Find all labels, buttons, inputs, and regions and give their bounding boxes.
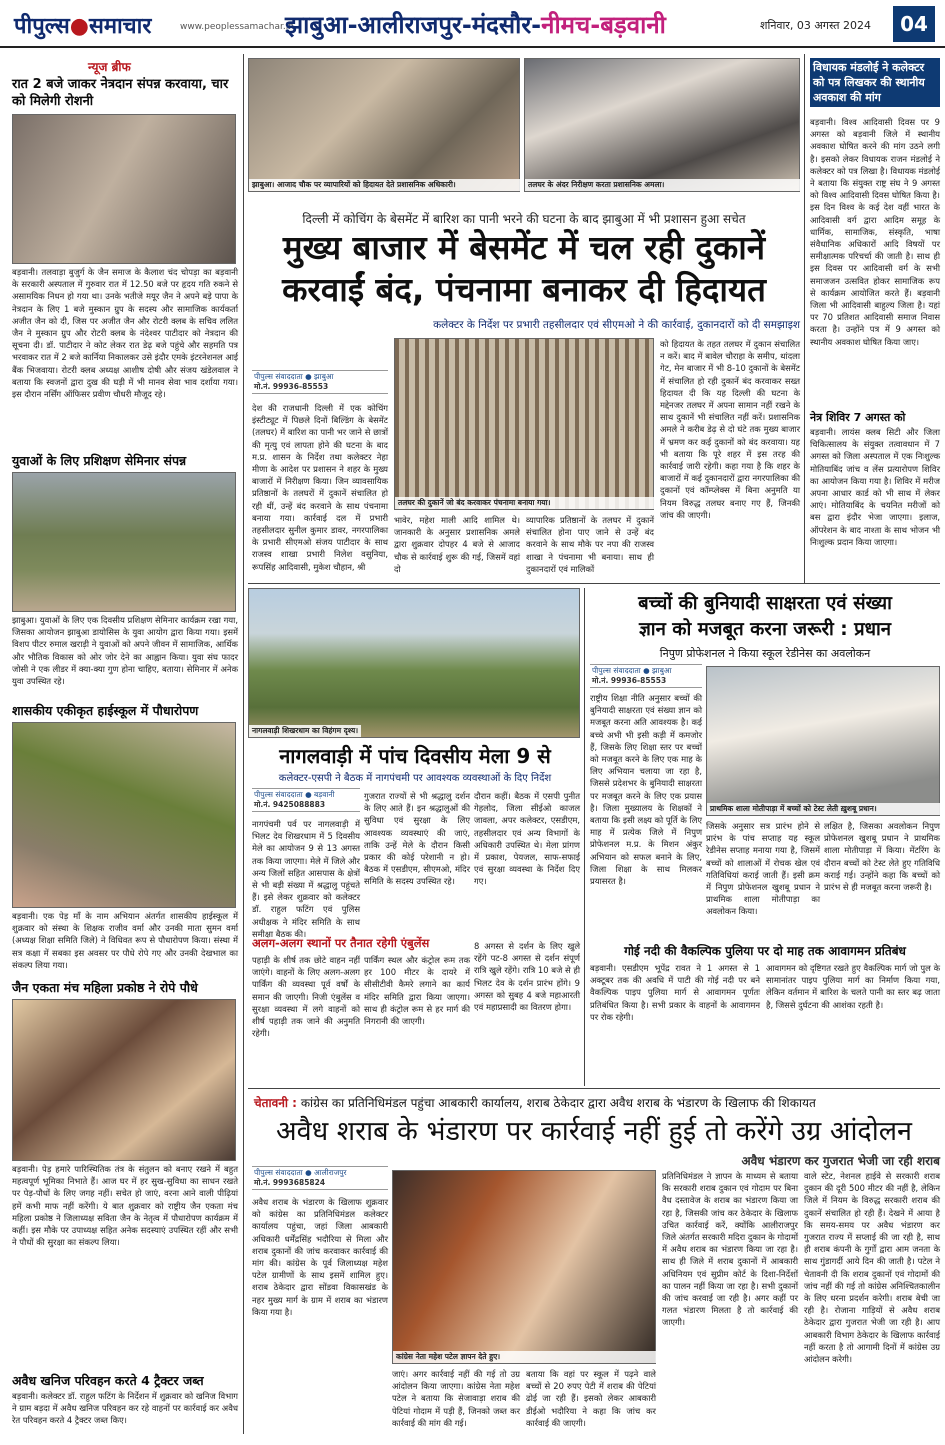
section-divider [248, 583, 940, 584]
mela-body-col2: गुजरात राज्यों से भी श्रद्धालु दर्शन के लिए आते हैं। इन श्रद्धालुओं की सुविधा एवं सुरक्षा के लिए आवश्यक व्यवस्थाएं की जाएं, ताकि उन्हें मेले के दौरान किसी प्रकार की कोई परेशानी न हो। बैठक में एसडीएम, सीएमओ, मंदिर समिति के सदस्य उपस्थित रहे। [364, 791, 470, 887]
eye-donation-photo [12, 114, 236, 264]
basement-byline: पीपुल्स संवाददाता ● झाबुआ मो.नं. 99936-85553 [252, 370, 388, 394]
ambulance-body-col3: 8 अगस्त से दर्शन के लिए खुले रहेंगे पट-8 अगस्त से दर्शन संपूर्ण रात्रि खुले रहेंगे। रात्रि 10 बजे से ही भिलट देव के दर्शन प्रारंभ होंगे। 9 अगस्त को सुबह 4 बजे महाआरती एवं महाप्रसादी का वितरण होगा। [474, 941, 580, 1013]
ambulance-body-col2: पार्किंग स्थल और कंट्रोल रूम तक हर 100 मीटर के दायरे में सीसीटीवी कैमरे लगाने का कार्य मंदिर समिति द्वारा किया जाएगा। साथ ही कंट्रोल रूम से हर मार्ग की निगरानी की जाएगी। [364, 955, 470, 1027]
eye-camp-headline: नेत्र शिविर 7 अगस्त को [810, 411, 906, 424]
literacy-body-col2: जिसके अनुसार सत्र प्रारंभ होने से प्रारंभ के पांच सप्ताह यह स्कूल रेडीनेस सप्ताह मनाया गया है, जिसमें बच्चों को शालाओं में रोचक खेल एवं गतिविधियां कराई जाती हैं। इसी क्रम में निपुण प्रोफेशनल खुशबू प्रधान ने प्राथमिक शाला मोतीपाड़ा का अवलोकन किया। [706, 821, 820, 917]
jain-plantation-photo [12, 999, 236, 1161]
story-tractor-seizure-headline: अवैध खनिज परिवहन करते 4 ट्रैक्टर जब्त [12, 1373, 204, 1388]
closed-basement-shop-photo: तलघर की दुकानें जो बंद करवाकर पंचनामा बनाया गया। [394, 338, 654, 510]
basement-headline-line2: करवाईं बंद, पंचनामा बनाकर दी हिदायत [282, 270, 766, 309]
story-tractor-seizure-body: बड़वानी। कलेक्टर डॉ. राहुल फटिंग के निर्देशन में शुक्रवार को खनिज विभाग ने ग्राम बड़दा में अवैध खनिज परिवहन कर रहे वाहनों पर कार्रवाई कर अवैध रेत परिवहन करते 4 ट्रैक्टर जब्त किए। [12, 1391, 238, 1426]
liquor-body-col5: वाले स्टेट, नेशनल हाईवे से सरकारी शराब दुकान की दूरी 500 मीटर की नहीं है, लेकिन जिले में नियम के विरुद्ध सरकारी शराब की दुकानें संचालित हो रही हैं। देखने में आया है कि समय-समय पर अवैध भंडारण कर गुजरात राज्य में सप्लाई की जा रही है, साथ ही शराब कंपनी के गुर्गों द्वारा आम जनता के साथ गुंडागर्दी आये दिन की जाती है। पटेल ने चेतावनी दी कि शराब दुकानों एवं गोदामों की जांच नहीं की गई तो कांग्रेस अनिश्चितकालीन के लिए धरना प्रदर्शन करेगी। शराब बेची जा रही है। रोजाना गाड़ियों से अवैध शराब ठेकेदार द्वारा गुजरात भेजी जा रही है। आप आबकारी विभाग ठेकेदार के खिलाफ कार्रवाई नहीं करता है तो आगामी दिनों में कांग्रेस उग्र आंदोलन करेगी। [804, 1171, 940, 1365]
nagalwadi-aerial-photo: नागलवाड़ी शिखरधाम का विहंगम दृश्य। [248, 588, 580, 738]
liquor-body-col3: बताया कि वहां पर स्कूल में पढ़ने वाले बच्चों से 20 रुपए पेटी में शराब की पेटियां ढोई जा रही हैं। इसको लेकर आबकारी डीईओ भदौरिया ने कहा कि जांच कर कार्रवाई की जाएगी। [526, 1369, 656, 1428]
story-eye-donation-headline: रात 2 बजे जाकर नेत्रदान संपन्न करवाया, चार को मिलेगी रोशनी [12, 77, 229, 109]
column-divider [584, 588, 585, 1086]
literacy-body-col3: लक्षित है, जिसका अवलोकन निपुण प्रोफेशनल खुशबू प्रधान ने प्राथमिक शाला मोतीपाड़ा में किया। मेंटरिंग के दौरान बच्चों को टेस्ट लेते हुए गतिविधि कराई गई। उन्होंने कहा कि बच्चों को प्रारंभ से ही मजबूत करना जरूरी है। [824, 821, 940, 893]
column-divider [804, 54, 805, 584]
page-number: 04 [893, 6, 935, 42]
logo-dot-icon: ● [69, 13, 89, 39]
page-header [0, 0, 945, 48]
literacy-headline-line1: बच्चों की बुनियादी साक्षरता एवं संख्या [638, 593, 892, 614]
page-region-title: झाबुआ-आलीराजपुर-मंदसौर-नीमच-बड़वानी [285, 11, 666, 39]
masthead-logo[interactable]: पीपुल्स●समाचार [14, 13, 152, 39]
goi-river-body-col1: बड़वानी। एसडीएम भूपेंद्र रावत ने 1 अगस्त से 1 अक्टूबर तक की अवधि में पाटी की गोई नदी पर बने वैकल्पिक पाइप पुलिया मार्ग से आवागमन पूर्णतः प्रतिबंधित किया है। सभी प्रकार के वाहनों के आवागमन पर रोक रहेगी। [590, 963, 760, 1022]
story-seminar-body: झाबुआ। युवाओं के लिए एक दिवसीय प्रशिक्षण सेमिनार कार्यक्रम रखा गया, जिसका आयोजन झाबुआ डायोसिस के युवा आयोग द्वारा किया गया। इसमें विशप पीटर रुमाल खराड़ी ने युवाओं को अपने जीवन में सामाजिक, आर्थिक और भौतिक विकास को ओर जोर देने का आह्वान किया। युवा संघ फादर जोसी ने एक लीडर में क्या-क्या गुण होना चाहिए, बताया। सेमिनार में अनेक युवा उपस्थित रहे। [12, 615, 238, 687]
basement-kicker: दिल्ली में कोचिंग के बेसमेंट में बारिश का पानी भरने की घटना के बाद झाबुआ में भी प्रशासन हुआ सचेत [302, 212, 746, 226]
school-plantation-photo [12, 722, 236, 908]
seminar-photo [12, 472, 236, 612]
basement-body-col3: व्यापारिक प्रतिष्ठानों के तलघर में दुकानें संचालित होना पाए जाने से उन्हें बंद करवाने के साथ मौके पर नपा की राजस्व शाखा ने पंचनामा भी बनाया। साथ ही दुकानदारों एवं मालिकों [526, 515, 654, 574]
literacy-subhead: निपुण प्रोफेशनल ने किया स्कूल रेडीनेस का अवलोकन [659, 647, 871, 660]
liquor-body-col2: जाएं। अगर कार्रवाई नहीं की गई तो उग्र आंदोलन किया जाएगा। कांग्रेस नेता महेश पटेल ने बताया कि सेजावाड़ा शराब की पेटियां गोदाम में पड़ी हैं, जिनको जब्त कर कार्रवाई की मांग की गई। [392, 1369, 520, 1428]
mela-body-col3: दौरान कहीं। बैठक में एसपी पुनीत गेहलोद, जिला सीईओ काजल जावला, अपर कलेक्टर, एसडीएम, तहसीलदार एवं अन्य विभागों के अधिकारी उपस्थित थे। मेला प्रांगण में प्रकाश, पेयजल, साफ-सफाई एवं सुरक्षा व्यवस्था के निर्देश दिए गए। [474, 791, 580, 887]
basement-body-col4: को हिदायत के तहत तलघर में दुकान संचालित न करें। बाद में बावेल चौराहा के समीप, थांदला गेट, मेन बाजार में भी 8-10 दुकानों के बेसमेंट में संचालित हो रही दुकानें बंद करवाकर सख्त हिदायत दी कि यह दिल्ली की घटना के मद्देनजर तलघर में अपना सामान नहीं रखने के साथ दुकानें भी संचालित नहीं करें। प्रशासनिक अमले ने करीब डेढ़ से दो घंटे तक मुख्य बाजार में भ्रमण कर कई दुकानों को बंद करवाया। यह भी बताया कि पूरे शहर में इस तरह की कार्रवाई जारी रहेगी। कहा गया है कि शहर के बाजारों में कई दुकानदारों द्वारा नगरपालिका की दुकानों एवं कॉम्प्लेक्स में बिना अनुमति या नियम विरुद्ध तलघर बनाए गए हैं, जिनकी जांच की जाएगी। [660, 339, 800, 520]
column-divider [243, 54, 244, 1434]
left-news-brief-column [8, 52, 240, 1435]
basement-inspection-photo: तलघर के अंदर निरीक्षण करता प्रशासनिक अमला। [524, 58, 800, 192]
literacy-body-col1: राष्ट्रीय शिक्षा नीति अनुसार बच्चों की बुनियादी साक्षरता एवं संख्या ज्ञान को मजबूत करना अति आवश्यक है। कई बच्चे अभी भी इसी कड़ी में कमजोर हैं, जिसके लिए शिक्षा स्तर पर बच्चों को मजबूत करने के लिए एक माह के लिए अभियान चलाया जा रहा है, जिससे प्रदेशभर के बुनियादी साक्षरता पर मजबूत करने के लिए एक प्रयास है। जिला मुख्यालय के शिक्षकों ने बताया कि इसी लक्ष्य को पूर्ति के लिए माह में प्रत्येक जिले में निपुण प्रोफेशनल म.प्र. के मिशन अंकुर अभियान को सफल बनाने के लिए, जिला शिक्षा के साथ मिलकर प्रयासरत है। [590, 693, 702, 887]
eye-camp-body: बड़वानी। लायंस क्लब सिटी और जिला चिकित्सालय के संयुक्त तत्वावधान में 7 अगस्त को जिला अस्पताल में एक निःशुल्क मोतियाबिंद जांच व लेंस प्रत्यारोपण शिविर का आयोजन किया गया है। शिविर में मरीज अपना आधार कार्ड को भी साथ में लेकर आएं। मोतियाबिंद के चयनित मरीजों को बस द्वारा इंदौर भेजा जाएगा। इलाज, ऑपरेशन के बाद नाश्ता के साथ भोजन भी निःशुल्क प्रदान किया जाएगा। [810, 427, 940, 547]
liquor-byline: पीपुल्स संवाददाता ● आलीराजपुर मो.नं. 9993685824 [252, 1166, 388, 1190]
basement-subhead: कलेक्टर के निर्देश पर प्रभारी तहसीलदार एवं सीएमओ ने की कार्रवाई, दुकानदारों को दी समझाइश [433, 319, 800, 331]
goi-river-headline: गोई नदी की वैकल्पिक पुलिया पर दो माह तक आवागमन प्रतिबंध [624, 944, 906, 958]
news-brief-label: न्यूज ब्रीफ [88, 60, 131, 74]
issue-date: शनिवार, 03 अगस्त 2024 [760, 19, 872, 32]
section-divider [248, 1088, 940, 1089]
story-plantation-school-body: बड़वानी। एक पेड़ माँ के नाम अभियान अंतर्गत शासकीय हाईस्कूल में शुक्रवार को संस्था के शिक्षक राजीव वर्मा और उनकी माता सुमन वर्मा (अध्यक्ष शिक्षा समिति जिले) ने विधिवत रूप से पौधारोपण किया। संस्था में सत्र कक्षा में सबका इस अवसर पर पौधे रोपे गए और उनकी देखभाल का संकल्प लिया गया। [12, 911, 238, 970]
liquor-kicker: चेतावनी : कांग्रेस का प्रतिनिधिमंडल पहुंचा आबकारी कार्यालय, शराब ठेकेदार द्वारा अवैध शराब के भंडारण के खिलाफ की शिकायत [254, 1096, 816, 1110]
azad-chowk-officials-photo: झाबुआ। आजाद चौक पर व्यापारियों को हिदायत देते प्रशासनिक अधिकारी। [248, 58, 520, 192]
ambulance-body-col1: पहाड़ी के शीर्ष तक छोटे वाहन नहीं जाएंगे। वाहनों के लिए अलग-अलग पार्किंग की व्यवस्था पूर्व वर्षों के समान की जाएगी। निजी एंबुलेंस व सुरक्षा व्यवस्था में लगे वाहनों को शीर्ष पहाड़ी तक जाने की अनुमति रहेगी। [252, 955, 360, 1039]
mela-body-col1: नागपंचमी पर्व पर नागलवाड़ी में भिलट देव शिखरधाम में 5 दिवसीय मेले का आयोजन 9 से 13 अगस्त तक किया जाएगा। मेले में जिले और अन्य जिलों सहित आसपास के क्षेत्रों से भी बड़ी संख्या में श्रद्धालु पहुंचते हैं। इसे लेकर शुक्रवार को कलेक्टर डॉ. राहुल फटिंग एवं पुलिस अधीक्षक ने मंदिर समिति के साथ समीक्षा बैठक की। [252, 819, 360, 939]
mla-leave-body: बड़वानी। विश्व आदिवासी दिवस पर 9 अगस्त को बड़वानी जिले में स्थानीय अवकाश घोषित करने की मांग उठने लगी है। इसको लेकर विधायक राजन मंडलोई ने कलेक्टर को पत्र लिखा है। विधायक मंडलोई ने बताया कि संयुक्त राष्ट्र संघ ने 9 अगस्त को विश्व आदिवासी दिवस घोषित किया है। इस दिन विश्व के कई देश वहीं भारत के आदिवासी वर्ग द्वारा आदिम समूह के धार्मिक, सामाजिक, संस्कृति, भाषा संवैधानिक अधिकारों आदि विषयों पर समीक्षात्मक परिचर्चा की जाती है। साथ ही इस दिवस पर आदिवासी वर्ग के सभी समाजजन उत्सवित होकर सामाजिक रूप से कार्यक्रम आयोजित करते हैं। बड़वानी जिला भी आदिवासी बाहुल्य जिला है। यहां पर 70 प्रतिशत आदिवासी समाज निवास करता है। उन्होंने पत्र में 9 अगस्त को स्थानीय अवकाश घोषित किया जाए। [810, 117, 940, 347]
website-url[interactable]: www.peoplessamachar.in [180, 22, 294, 32]
basement-body-col2: भावेर, महेश माली आदि शामिल थे। जानकारी के अनुसार प्रशासनिक अमले द्वारा शुक्रवार दोपहर 4 बजे से आजाद चौक से कार्रवाई शुरू की गई, जिसमें वहां दो [394, 515, 520, 574]
mela-byline: पीपुल्स संवाददाता ● बड़वानी मो.नं. 9425088883 [252, 788, 360, 812]
literacy-byline: पीपुल्स संवाददाता ● झाबुआ मो.नं. 99936-85553 [590, 664, 702, 688]
liquor-body-col4: प्रतिनिधिमंडल ने ज्ञापन के माध्यम से बताया कि सरकारी शराब दुकान एवं गोदाम पर बिना वैध दस्तावेज के शराब का भंडारण किया जा रहा है, जिसकी जांच कर ठेकेदार के खिलाफ उचित कार्रवाई करें, क्योंकि आलीराजपुर जिले अंतर्गत सरकारी मदिरा दुकान के गोदामों में अवैध शराब का भंडारण किया जा रहा है। साथ ही जिले में शराब दुकानों में आबकारी अधिनियम एवं सुप्रीम कोर्ट के दिशा-निर्देशों का पालन नहीं किया जा रहा है। सभी दुकानों की जांच करवाई जा रही है। अगर कहीं पर गलत भंडारण मिलता है तो कार्रवाई की जाएगी। [662, 1171, 799, 1328]
goi-river-body-col2: आवागमन को दृष्टिगत रखते हुए वैकल्पिक मार्ग जो पुल के सामानांतर पाइप पुलिया मार्ग का निर्माण किया गया, लेकिन वर्तमान में बारिश के चलते पानी का स्तर बढ़ जाता है, जिससे दुर्घटना की आशंका रहती है। [766, 963, 940, 1010]
liquor-body-col1: अवैध शराब के भंडारण के खिलाफ शुक्रवार को कांग्रेस का प्रतिनिधिमंडल कलेक्टर कार्यालय पहुंचा, जहां जिला आबकारी अधिकारी धर्मेंद्रसिंह भदौरिया से मिला और शराब दुकानों की जांच करवाकर कार्रवाई की मांग की। कांग्रेस के पूर्व जिलाध्यक्ष महेश पटेल ग्रामीणों के साथ इसमें शामिल हुए। शराब ठेकेदार द्वारा सोंडवा विकासखंड के नहर मुख्य मार्ग के ग्राम में शराब का भंडारण किया गया है। [252, 1197, 388, 1317]
ambulance-subhead: अलग-अलग स्थानों पर तैनात रहेगी एंबुलेंस [252, 936, 430, 950]
basement-headline-line1: मुख्य बाजार में बेसमेंट में चल रही दुकानें [282, 228, 766, 267]
basement-body-col1: देश की राजधानी दिल्ली में एक कोचिंग इंस्टीट्यूट में पिछले दिनों बिल्डिंग के बेसमेंट (तलघर) में बारिश का पानी भर जाने से छात्रों की मृत्यु एवं लापता होने की घटना के बाद म.प्र. शासन के निर्देश तथा कलेक्टर नेहा मीणा के आदेश पर प्रशासन ने शहर के मुख्य बाजारों में निरीक्षण किया। जिन व्यावसायिक प्रतिष्ठानों के तलघरों में दुकानें संचालित हो रही थीं, उन्हें बंद करवाने के साथ पंचनामा बनाया गया। कार्रवाई दल में प्रभारी तहसीलदार सुनील कुमार डावर, नगरपालिका के प्रभारी सीएमओ संजय पाटीदार के साथ राजस्व शाखा प्रभारी निलेश वसुनिया, रूपसिंह आदिवासी, मुकेश चौहान, श्री [252, 403, 388, 572]
story-eye-donation-body: बड़वानी। तलवाड़ा बुजुर्ग के जैन समाज के कैलाश चंद चोपड़ा का बड़वानी के सरकारी अस्पताल में गुरुवार रात में 12.50 बजे पर हृदय गति रुकने से असामयिक निधन हो गया था। उनके भतीजे मयूर जैन ने अपने बड़े पापा के नेत्रदान के लिए 1 बजे मुस्कान ग्रुप के सदस्य और सामाजिक कार्यकर्ता अजीत जैन को दी, जिस पर अजीत जैन और रोटरी क्लब के सचिव ललित जैन ने मुस्कान ग्रुप और रोटरी क्लब के नंदेश्वर पाटीदार को नेत्रदान की सूचना दी। डॉ. पाटीदार ने कोट लेकर रात डेढ़ बजे पहुंचे और सहमति पत्र भरवाकर रात में 2 बजे कार्निया निकालकर उसे इंदौर एमके इंटरनेशनल आई बैंक भिजवाया। रोटरी क्लब अध्यक्ष आशीष दोषी और संजय खंडेलवाल ने बताया कि स्वजनों द्वारा दुख की घड़ी में भी मानव सेवा भाव दर्शाया गया। इस दौरान नर्सिंग ऑफिसर प्रवीण चौधरी मौजूद रहे। [12, 267, 238, 400]
mla-leave-headline: विधायक मंडलोई ने कलेक्टर को पत्र लिखकर की स्थानीय अवकाश की मांग [810, 58, 940, 107]
school-test-photo: प्राथमिक शाला मोतीपाड़ा में बच्चों को टेस्ट लेती ख़ुशबू प्रधान। [706, 666, 940, 816]
mela-subhead: कलेक्टर-एसपी ने बैठक में नागपंचमी पर आवश्यक व्यवस्थाओं के दिए निर्देश [278, 773, 552, 784]
mela-headline: नागलवाड़ी में पांच दिवसीय मेला 9 से [279, 744, 551, 768]
story-seminar-headline: युवाओं के लिए प्रशिक्षण सेमिनार संपन्न [12, 453, 187, 468]
liquor-subhead: अवैध भंडारण कर गुजरात भेजी जा रही शराब [741, 1154, 940, 1168]
memorandum-photo: कांग्रेस नेता महेश पटेल ज्ञापन देते हुए। [392, 1170, 656, 1364]
story-plantation-school-headline: शासकीय एकीकृत हाईस्कूल में पौधारोपण [12, 703, 199, 718]
literacy-headline-line2: ज्ञान को मजबूत करना जरूरी : प्रधान [638, 619, 892, 640]
story-jain-plantation-body: बड़वानी। पेड़ हमारे पारिस्थितिक तंत्र के संतुलन को बनाए रखने में बहुत महत्वपूर्ण भूमिका निभाते हैं। आज घर में हर सुख-सुविधा का साधन रखते पर पेड़-पौधों के लिए जगह नहीं। सचेत हो जाएं, वरना आने वाली पीढ़ियां हमें कभी माफ नहीं करेंगी। ये बात शुक्रवार को राष्ट्रीय जैन एकता मंच महिला प्रकोष्ठ ने जिलाध्यक्ष सविता जैन के नेतृत्व में पौधारोपण कार्यक्रम में कहीं। इस मौके पर उपाध्यक्ष सहित अनेक सदस्याएं उपस्थित रहीं और सभी ने पौधों की सुरक्षा का संकल्प लिया। [12, 1164, 238, 1248]
liquor-headline: अवैध शराब के भंडारण पर कार्रवाई नहीं हुई तो करेंगे उग्र आंदोलन [275, 1116, 913, 1147]
story-jain-plantation-headline: जैन एकता मंच महिला प्रकोष्ठ ने रोपे पौधे [12, 980, 198, 995]
